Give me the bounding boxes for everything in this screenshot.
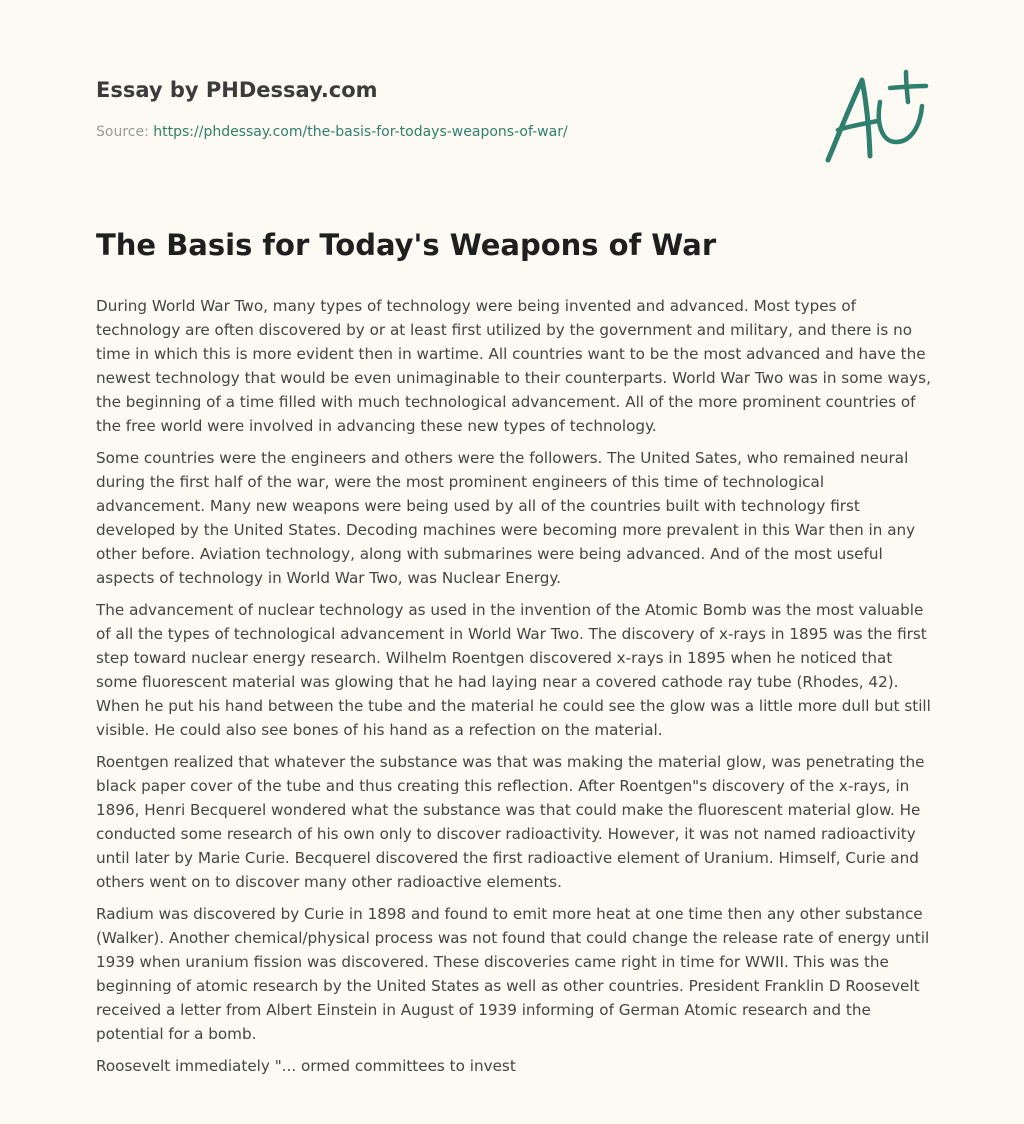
a-plus-logo-icon	[820, 66, 932, 170]
essay-body	[96, 294, 932, 1078]
essay-article	[96, 222, 932, 1086]
essay-paragraph: Some countries were the engineers and others were the followers. The United Sates, who remained neural during the first half of the war, were the most prominent engineers of this time of technological advancement. Many new weapons were being used by all of the countries built with technology first developed by the United States. Decoding machines were becoming more prevalent in this War then in any other before. Aviation technology, along with submarines were being advanced. And of the most useful aspects of technology in World War Two, was Nuclear Energy.	[96, 449, 916, 587]
essay-paragraph: Radium was discovered by Curie in 1898 and found to emit more heat at one time then any other substance (Walker). Another chemical/physical process was not found that could change the release rate of energy until 1939 when uranium fission was discovered. These discoveries came right in time for WWII. This was the beginning of atomic research by the United States as well as other countries. President Franklin D Roosevelt received a letter from Albert Einstein in August of 1939 informing of German Atomic research and the potential for a bomb.	[96, 905, 930, 1043]
source-link[interactable]: https://phdessay.com/the-basis-for-todays-weapons-of-war/	[153, 124, 568, 140]
source-line	[96, 122, 936, 142]
essay-paragraph: The advancement of nuclear technology as used in the invention of the Atomic Bomb was the most valuable of all the types of technological advancement in World War Two. The discovery of x-rays in 1895 was the first step toward nuclear energy research. Wilhelm Roentgen discovered x-rays in 1895 when he noticed that some fluorescent material was glowing that he had laying near a covered cathode ray tube (Rhodes, 42). When he put his hand between the tube and the material he could see the glow was a little more dull but still visible. He could also see bones of his hand as a refection on the material.	[96, 601, 931, 739]
essay-paragraph: During World War Two, many types of technology were being invented and advanced. Most types of technology are often discovered by or at least first utilized by the government and military, and there is no time in which this is more evident then in wartime. All countries want to be the most advanced and have the newest technology that would be even unimaginable to their counterparts. World War Two was in some ways, the beginning of a time filled with much technological advancement. All of the more prominent countries of the free world were involved in advancing these new types of technology.	[96, 297, 931, 435]
essay-title: The Basis for Today's Weapons of War	[96, 228, 717, 262]
source-label: Source:	[96, 124, 154, 140]
essay-paragraph: Roentgen realized that whatever the substance was that was making the material glow, was penetrating the black paper cover of the tube and thus creating this reflection. After Roentgen"s discovery of the x-rays, in 1896, Henri Becquerel wondered what the substance was that could make the fluorescent material glow. He conducted some research of his own only to discover radioactivity. However, it was not named radioactivity until later by Marie Curie. Becquerel discovered the first radioactive element of Uranium. Himself, Curie and others went on to discover many other radioactive elements.	[96, 753, 925, 891]
page-header	[96, 74, 936, 142]
essay-paragraph: Roosevelt immediately "... ormed committees to invest	[96, 1057, 516, 1075]
site-title: Essay by PHDessay.com	[96, 78, 378, 102]
